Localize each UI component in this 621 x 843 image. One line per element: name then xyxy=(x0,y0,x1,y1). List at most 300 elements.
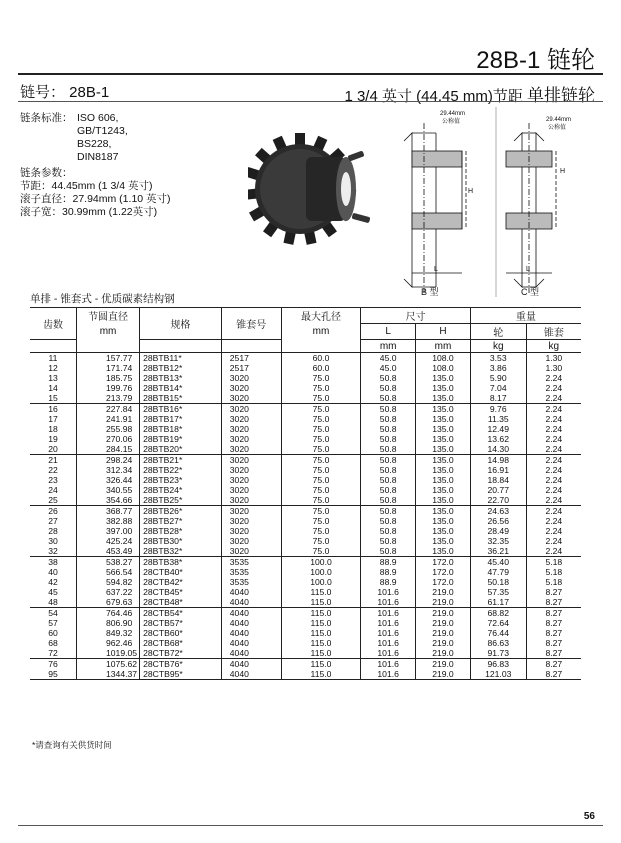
cell-max-bore: 115.0 xyxy=(281,587,361,597)
cell-l: 101.6 xyxy=(361,618,416,628)
cell-bush: 2517 xyxy=(221,353,281,364)
dim-b-note: 公称值 xyxy=(442,119,461,125)
title-rule xyxy=(18,73,603,75)
cell-max-bore: 75.0 xyxy=(281,393,361,404)
cell-max-bore: 100.0 xyxy=(281,557,361,568)
table-row xyxy=(30,444,581,455)
cell-max-bore: 75.0 xyxy=(281,373,361,383)
table-row xyxy=(30,373,581,383)
cell-bush-weight: 5.18 xyxy=(526,577,581,587)
cell-l: 50.8 xyxy=(361,516,416,526)
cell-bush: 2517 xyxy=(221,363,281,373)
cell-teeth: 25 xyxy=(48,495,58,505)
cell-teeth: 17 xyxy=(48,414,58,424)
cell-pcd: 397.00 xyxy=(77,526,140,536)
cell-pcd: 1344.37 xyxy=(77,669,140,680)
cell-max-bore: 115.0 xyxy=(281,648,361,659)
cell-pcd: 270.06 xyxy=(77,434,140,444)
table-row xyxy=(30,638,581,648)
cell-max-bore: 115.0 xyxy=(281,669,361,680)
cell-wheel-weight: 91.73 xyxy=(470,648,526,659)
cell-max-bore: 75.0 xyxy=(281,536,361,546)
table-row xyxy=(30,597,581,608)
cell-pcd: 171.74 xyxy=(77,363,140,373)
cell-bush-weight: 8.27 xyxy=(526,618,581,628)
cell-max-bore: 75.0 xyxy=(281,414,361,424)
cell-max-bore: 115.0 xyxy=(281,638,361,648)
cell-h: 135.0 xyxy=(416,546,471,557)
cell-h: 135.0 xyxy=(416,414,471,424)
cell-spec: 28BTB21* xyxy=(140,455,222,466)
unit-bush-weight: kg xyxy=(526,340,581,353)
header-teeth: 齿数 xyxy=(30,308,77,340)
sprocket-photo xyxy=(248,107,376,279)
cell-pcd: 312.34 xyxy=(77,465,140,475)
cell-wheel-weight: 36.21 xyxy=(470,546,526,557)
cell-spec: 28BTB28* xyxy=(140,526,222,536)
cell-pcd: 213.79 xyxy=(77,393,140,404)
cell-pcd: 255.98 xyxy=(77,424,140,434)
cell-h: 219.0 xyxy=(416,628,471,638)
header-bush-weight: 锥套 xyxy=(526,324,581,340)
cell-max-bore: 75.0 xyxy=(281,526,361,536)
cell-bush-weight: 8.27 xyxy=(526,659,581,670)
cell-teeth: 21 xyxy=(30,455,77,466)
cell-pcd: 241.91 xyxy=(77,414,140,424)
cell-teeth: 28 xyxy=(48,526,58,536)
cell-wheel-weight: 8.17 xyxy=(470,393,526,404)
cell-h: 108.0 xyxy=(416,353,471,364)
chain-spec xyxy=(20,112,171,219)
cell-bush: 4040 xyxy=(221,638,281,648)
cell-spec: 28CTB42* xyxy=(140,577,222,587)
type-c-label: C 型 xyxy=(521,287,540,297)
cell-wheel-weight: 50.18 xyxy=(470,577,526,587)
cell-bush-weight: 8.27 xyxy=(526,628,581,638)
unit-h: mm xyxy=(416,340,471,353)
table-row xyxy=(30,608,581,619)
cell-l: 101.6 xyxy=(361,597,416,608)
cell-bush: 3020 xyxy=(221,373,281,383)
cell-bush-weight: 2.24 xyxy=(526,526,581,536)
cell-bush: 3020 xyxy=(221,404,281,415)
cell-teeth: 54 xyxy=(30,608,77,619)
cell-l: 50.8 xyxy=(361,444,416,455)
cell-bush-weight: 8.27 xyxy=(526,648,581,659)
cell-h: 135.0 xyxy=(416,404,471,415)
cell-bush-weight: 8.27 xyxy=(526,669,581,680)
cell-h: 219.0 xyxy=(416,659,471,670)
cell-l: 50.8 xyxy=(361,455,416,466)
cell-spec: 28BTB38* xyxy=(140,557,222,568)
cell-max-bore: 75.0 xyxy=(281,546,361,557)
cell-wheel-weight: 7.04 xyxy=(470,383,526,393)
table-row xyxy=(30,455,581,466)
cell-max-bore: 75.0 xyxy=(281,444,361,455)
cell-wheel-weight: 47.79 xyxy=(470,567,526,577)
cell-l: 50.8 xyxy=(361,414,416,424)
cell-teeth: 95 xyxy=(30,669,77,680)
cell-bush: 4040 xyxy=(221,669,281,680)
cell-teeth: 12 xyxy=(48,363,58,373)
cell-h: 135.0 xyxy=(416,465,471,475)
cell-h: 135.0 xyxy=(416,393,471,404)
cell-bush-weight: 2.24 xyxy=(526,465,581,475)
cell-h: 135.0 xyxy=(416,495,471,506)
cell-wheel-weight: 32.35 xyxy=(470,536,526,546)
cell-wheel-weight: 96.83 xyxy=(470,659,526,670)
cell-l: 101.6 xyxy=(361,587,416,597)
cell-pcd: 227.84 xyxy=(77,404,140,415)
header-pcd: 节圆直径 xyxy=(77,308,140,324)
table-row xyxy=(30,485,581,495)
cell-bush: 4040 xyxy=(221,628,281,638)
table-row xyxy=(30,475,581,485)
param-pitch: 节距：44.45mm (1 3/4 英寸) xyxy=(20,180,153,192)
cell-h: 219.0 xyxy=(416,669,471,680)
cell-bush: 3020 xyxy=(221,475,281,485)
cell-pcd: 764.46 xyxy=(77,608,140,619)
cell-wheel-weight: 45.40 xyxy=(470,557,526,568)
cell-wheel-weight: 86.63 xyxy=(470,638,526,648)
cell-bush: 3020 xyxy=(221,393,281,404)
cell-h: 135.0 xyxy=(416,434,471,444)
cell-teeth: 32 xyxy=(48,546,58,556)
param-roller-diameter: 滚子直径：27.94mm (1.10 英寸) xyxy=(20,193,171,205)
cell-teeth: 23 xyxy=(48,475,58,485)
cell-l: 101.6 xyxy=(361,608,416,619)
cell-h: 135.0 xyxy=(416,506,471,517)
cell-max-bore: 75.0 xyxy=(281,485,361,495)
standard-label: 链条标准： xyxy=(20,112,73,124)
cell-teeth: 30 xyxy=(48,536,58,546)
cell-h: 135.0 xyxy=(416,526,471,536)
cell-max-bore: 75.0 xyxy=(281,475,361,485)
cell-wheel-weight: 22.70 xyxy=(470,495,526,506)
type-b-label: B 型 xyxy=(421,287,439,297)
cell-spec: 28BTB12* xyxy=(140,363,222,373)
table-row xyxy=(30,495,581,506)
cell-bush: 3020 xyxy=(221,485,281,495)
cell-wheel-weight: 61.17 xyxy=(470,597,526,608)
dim-c-label: 29.44mm xyxy=(546,117,572,123)
cell-l: 45.0 xyxy=(361,363,416,373)
cell-wheel-weight: 14.98 xyxy=(470,455,526,466)
cell-pcd: 298.24 xyxy=(77,455,140,466)
cell-spec: 28CTB68* xyxy=(140,638,222,648)
cell-l: 101.6 xyxy=(361,669,416,680)
cell-teeth: 76 xyxy=(30,659,77,670)
cell-teeth: 24 xyxy=(48,485,58,495)
cell-spec: 28CTB45* xyxy=(140,587,222,597)
cell-wheel-weight: 3.86 xyxy=(470,363,526,373)
cell-wheel-weight: 14.30 xyxy=(470,444,526,455)
cell-bush-weight: 2.24 xyxy=(526,444,581,455)
table-row xyxy=(30,353,581,364)
cell-bush: 3020 xyxy=(221,516,281,526)
chain-number: 链号： 28B-1 xyxy=(20,84,110,101)
cell-bush-weight: 8.27 xyxy=(526,638,581,648)
cell-pcd: 425.24 xyxy=(77,536,140,546)
cell-max-bore: 115.0 xyxy=(281,659,361,670)
cell-l: 50.8 xyxy=(361,546,416,557)
cell-h: 135.0 xyxy=(416,516,471,526)
cell-h: 135.0 xyxy=(416,536,471,546)
cell-l: 50.8 xyxy=(361,373,416,383)
cell-teeth: 45 xyxy=(48,587,58,597)
cell-bush: 4040 xyxy=(221,648,281,659)
cell-bush-weight: 2.24 xyxy=(526,485,581,495)
table-subtitle: 单排 - 锥套式 - 优质碳素结构钢 xyxy=(30,293,175,305)
cell-wheel-weight: 28.49 xyxy=(470,526,526,536)
header-spec: 规格 xyxy=(140,308,222,340)
cell-pcd: 340.55 xyxy=(77,485,140,495)
cell-h: 219.0 xyxy=(416,618,471,628)
cell-l: 50.8 xyxy=(361,465,416,475)
cell-pcd: 538.27 xyxy=(77,557,140,568)
cell-pcd: 326.44 xyxy=(77,475,140,485)
cell-h: 135.0 xyxy=(416,455,471,466)
cell-wheel-weight: 76.44 xyxy=(470,628,526,638)
cell-bush-weight: 1.30 xyxy=(526,363,581,373)
cell-spec: 28BTB26* xyxy=(140,506,222,517)
cell-spec: 28CTB57* xyxy=(140,618,222,628)
cell-l: 50.8 xyxy=(361,383,416,393)
cell-bush-weight: 2.24 xyxy=(526,434,581,444)
cell-bush-weight: 2.24 xyxy=(526,383,581,393)
table-row xyxy=(30,414,581,424)
cell-h: 219.0 xyxy=(416,648,471,659)
cell-spec: 28CTB60* xyxy=(140,628,222,638)
cell-bush: 4040 xyxy=(221,608,281,619)
cell-wheel-weight: 24.63 xyxy=(470,506,526,517)
table-row xyxy=(30,659,581,670)
cell-bush-weight: 2.24 xyxy=(526,546,581,557)
standard-item: BS228, xyxy=(77,138,112,150)
header-h: H xyxy=(416,324,471,340)
standard-item: DIN8187 xyxy=(77,151,119,163)
cell-h: 219.0 xyxy=(416,608,471,619)
cell-bush-weight: 1.30 xyxy=(526,353,581,364)
cell-teeth: 22 xyxy=(48,465,58,475)
cell-bush-weight: 5.18 xyxy=(526,557,581,568)
cell-h: 135.0 xyxy=(416,383,471,393)
header-dims: 尺寸 xyxy=(361,308,471,324)
cell-bush-weight: 8.27 xyxy=(526,608,581,619)
cell-wheel-weight: 68.82 xyxy=(470,608,526,619)
cell-h: 135.0 xyxy=(416,485,471,495)
cell-bush: 3020 xyxy=(221,465,281,475)
cell-spec: 28BTB18* xyxy=(140,424,222,434)
param-roller-width: 滚子宽：30.99mm (1.22英寸) xyxy=(20,206,158,218)
cell-l: 88.9 xyxy=(361,577,416,587)
cell-spec: 28BTB19* xyxy=(140,434,222,444)
table-row xyxy=(30,628,581,638)
params-label: 链条参数： xyxy=(20,167,73,179)
cell-bush-weight: 2.24 xyxy=(526,414,581,424)
cell-teeth: 68 xyxy=(48,638,58,648)
cell-bush: 3020 xyxy=(221,444,281,455)
cell-bush: 3020 xyxy=(221,383,281,393)
cell-teeth: 48 xyxy=(48,597,58,607)
cell-l: 50.8 xyxy=(361,485,416,495)
cell-h: 135.0 xyxy=(416,373,471,383)
cell-teeth: 19 xyxy=(48,434,58,444)
cell-teeth: 15 xyxy=(48,393,58,403)
l-label: L xyxy=(526,266,530,273)
header-l: L xyxy=(361,324,416,340)
cell-l: 50.8 xyxy=(361,506,416,517)
sprocket-table xyxy=(30,307,581,680)
cell-h: 219.0 xyxy=(416,638,471,648)
cell-h: 219.0 xyxy=(416,587,471,597)
cell-spec: 28BTB30* xyxy=(140,536,222,546)
cell-bush-weight: 2.24 xyxy=(526,393,581,404)
table-row xyxy=(30,557,581,568)
cell-spec: 28BTB17* xyxy=(140,414,222,424)
cell-max-bore: 75.0 xyxy=(281,516,361,526)
cell-wheel-weight: 18.84 xyxy=(470,475,526,485)
cell-pcd: 594.82 xyxy=(77,577,140,587)
cell-spec: 28CTB76* xyxy=(140,659,222,670)
cell-pcd: 849.32 xyxy=(77,628,140,638)
h-label: H xyxy=(468,188,474,195)
header-max-bore: 最大孔径 xyxy=(281,308,361,324)
cell-l: 101.6 xyxy=(361,648,416,659)
cell-max-bore: 75.0 xyxy=(281,383,361,393)
table-row xyxy=(30,536,581,546)
dim-c-note: 公称值 xyxy=(548,125,567,131)
cell-spec: 28CTB48* xyxy=(140,597,222,608)
cell-wheel-weight: 5.90 xyxy=(470,373,526,383)
cell-spec: 28CTB95* xyxy=(140,669,222,680)
cell-spec: 28BTB22* xyxy=(140,465,222,475)
cell-bush: 3020 xyxy=(221,495,281,506)
cell-bush: 4040 xyxy=(221,587,281,597)
cell-bush-weight: 2.24 xyxy=(526,516,581,526)
cell-wheel-weight: 16.91 xyxy=(470,465,526,475)
cell-l: 101.6 xyxy=(361,638,416,648)
cell-bush: 3020 xyxy=(221,546,281,557)
table-row xyxy=(30,434,581,444)
cell-max-bore: 60.0 xyxy=(281,363,361,373)
cell-pcd: 962.46 xyxy=(77,638,140,648)
cell-teeth: 38 xyxy=(30,557,77,568)
cell-l: 101.6 xyxy=(361,628,416,638)
cell-teeth: 20 xyxy=(48,444,58,454)
cell-bush: 3535 xyxy=(221,557,281,568)
l-label: L xyxy=(434,266,438,273)
cell-max-bore: 75.0 xyxy=(281,434,361,444)
cell-max-bore: 115.0 xyxy=(281,608,361,619)
cell-teeth: 18 xyxy=(48,424,58,434)
cell-pcd: 1075.62 xyxy=(77,659,140,670)
cell-bush-weight: 2.24 xyxy=(526,506,581,517)
cell-pcd: 382.88 xyxy=(77,516,140,526)
cell-bush: 3020 xyxy=(221,434,281,444)
cell-max-bore: 75.0 xyxy=(281,455,361,466)
h-label: H xyxy=(560,168,566,175)
cell-l: 88.9 xyxy=(361,557,416,568)
cell-spec: 28CTB54* xyxy=(140,608,222,619)
cell-wheel-weight: 9.76 xyxy=(470,404,526,415)
cell-spec: 28CTB72* xyxy=(140,648,222,659)
cell-bush-weight: 2.24 xyxy=(526,424,581,434)
cell-spec: 28BTB13* xyxy=(140,373,222,383)
cell-pcd: 284.15 xyxy=(77,444,140,455)
cell-spec: 28BTB16* xyxy=(140,404,222,415)
cell-max-bore: 115.0 xyxy=(281,628,361,638)
cell-h: 108.0 xyxy=(416,363,471,373)
cell-spec: 28BTB20* xyxy=(140,444,222,455)
standard-item: GB/T1243, xyxy=(77,125,128,137)
cell-spec: 28BTB24* xyxy=(140,485,222,495)
footnote: *请查询有关供货时间 xyxy=(32,740,112,750)
footer-rule xyxy=(18,825,603,826)
header-rule xyxy=(18,101,603,102)
header-weight: 重量 xyxy=(470,308,581,324)
cell-bush: 3020 xyxy=(221,536,281,546)
cell-wheel-weight: 121.03 xyxy=(470,669,526,680)
table-row xyxy=(30,577,581,587)
cell-bush: 3020 xyxy=(221,455,281,466)
cell-bush: 3020 xyxy=(221,414,281,424)
table-row xyxy=(30,567,581,577)
cell-wheel-weight: 20.77 xyxy=(470,485,526,495)
header-wheel: 轮 xyxy=(470,324,526,340)
cell-bush-weight: 2.24 xyxy=(526,404,581,415)
cell-l: 88.9 xyxy=(361,567,416,577)
cell-wheel-weight: 13.62 xyxy=(470,434,526,444)
cell-wheel-weight: 3.53 xyxy=(470,353,526,364)
cell-wheel-weight: 72.64 xyxy=(470,618,526,628)
unit-max-bore: mm xyxy=(281,324,361,340)
cell-spec: 28BTB11* xyxy=(140,353,222,364)
cell-bush-weight: 2.24 xyxy=(526,373,581,383)
cell-teeth: 72 xyxy=(48,648,58,658)
cell-pcd: 566.54 xyxy=(77,567,140,577)
cell-spec: 28CTB40* xyxy=(140,567,222,577)
cell-l: 45.0 xyxy=(361,353,416,364)
unit-wheel: kg xyxy=(470,340,526,353)
cell-teeth: 16 xyxy=(30,404,77,415)
cell-l: 50.8 xyxy=(361,434,416,444)
cell-h: 172.0 xyxy=(416,567,471,577)
dimension-drawing xyxy=(396,103,596,300)
cell-spec: 28BTB15* xyxy=(140,393,222,404)
cell-bush-weight: 5.18 xyxy=(526,567,581,577)
page-number: 56 xyxy=(583,811,595,822)
cell-bush-weight: 8.27 xyxy=(526,597,581,608)
cell-teeth: 14 xyxy=(48,383,58,393)
standard-item: ISO 606, xyxy=(77,112,119,124)
cell-l: 50.8 xyxy=(361,495,416,506)
cell-teeth: 60 xyxy=(48,628,58,638)
table-row xyxy=(30,618,581,628)
cell-spec: 28BTB32* xyxy=(140,546,222,557)
cell-teeth: 40 xyxy=(48,567,58,577)
table-row xyxy=(30,383,581,393)
table-body xyxy=(30,353,581,680)
cell-pcd: 199.76 xyxy=(77,383,140,393)
cell-pcd: 637.22 xyxy=(77,587,140,597)
table-row xyxy=(30,587,581,597)
cell-pcd: 157.77 xyxy=(77,353,140,364)
cell-max-bore: 60.0 xyxy=(281,353,361,364)
cell-pcd: 1019.05 xyxy=(77,648,140,659)
unit-l: mm xyxy=(361,340,416,353)
cell-spec: 28BTB14* xyxy=(140,383,222,393)
